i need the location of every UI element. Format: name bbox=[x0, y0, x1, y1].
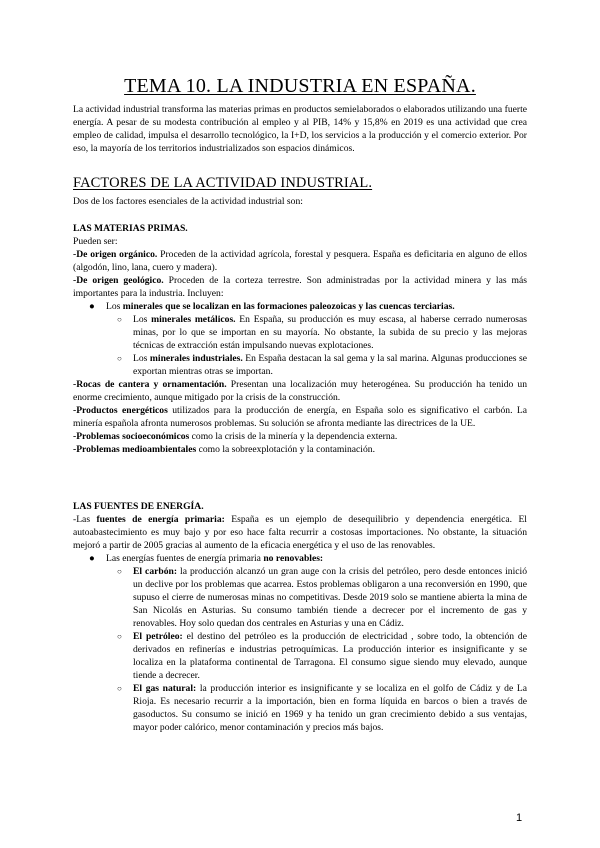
energia-primaria-label: fuentes de energía primaria: bbox=[96, 514, 225, 525]
materias-primas-section bbox=[73, 222, 527, 456]
page-title: TEMA 10. LA INDUSTRIA EN ESPAÑA. bbox=[124, 75, 476, 97]
bullet-icon: ● bbox=[89, 301, 95, 312]
medioambientales-text: como la sobreexplotación y la contaminación. bbox=[196, 444, 375, 455]
list-item-bold: minerales metálicos. bbox=[151, 314, 236, 325]
medioambientales-paragraph bbox=[73, 443, 527, 456]
list-item-prefix: Los bbox=[133, 353, 150, 364]
pueden-ser-text: Pueden ser: bbox=[73, 236, 118, 247]
rocas-text: Presentan una localización muy heterogénea. Su producción ha tenido un enorme crecimiento, aunque mitigado por la crisis de la construcción. bbox=[73, 379, 527, 403]
list-item-bold: no renovables: bbox=[263, 553, 324, 564]
list-item bbox=[73, 352, 527, 378]
fuentes-energia-section bbox=[73, 500, 527, 734]
intro-paragraph: La actividad industrial transforma las materias primas en productos semielaborados o elaborados utilizando una fuerte energía. A pesar de su modesta contribución al empleo y al PIB, 14% y 15,8% en 2019 es una actividad que crea empleo de calidad, impulsa el desarrollo tecnológico, la I+D, los servicios a la producción y el comercio exterior. Por eso, la mayoría de los territorios industrializados son espacios dinámicos. bbox=[73, 104, 527, 154]
socioeconomicos-text: como la crisis de la minería y la dependencia externa. bbox=[189, 431, 398, 442]
origen-geologico-label: -De origen geológico. bbox=[73, 275, 164, 286]
list-item-prefix: Las energías fuentes de energía primaria bbox=[106, 553, 264, 564]
bullet-icon: ● bbox=[89, 553, 95, 564]
section-lead: Dos de los factores esenciales de la actividad industrial son: bbox=[73, 196, 303, 207]
rocas-paragraph bbox=[73, 378, 527, 404]
socioeconomicos-label: -Problemas socioeconómicos bbox=[73, 431, 190, 442]
circle-bullet-icon: ○ bbox=[117, 315, 122, 324]
origen-organico-text: Proceden de la actividad agrícola, forestal y pesquera. España es deficitaria en alguno de ellos (algodón, lino, lana, cuero y madera). bbox=[73, 249, 527, 273]
no-renovables-list bbox=[73, 552, 527, 734]
page-number: 1 bbox=[516, 812, 523, 824]
energeticos-text: utilizados para la producción de energía, en España solo es significativo el carbón. La minería española afronta numerosos problemas. Su solución se afronta mediante las directrices de la UE. bbox=[73, 405, 527, 429]
list-item bbox=[73, 565, 527, 630]
energia-primaria-text: España es un ejemplo de desequilibrio y dependencia energética. El autoabastecimiento es muy bajo y por eso hace falta recurrir a costosas importaciones. No obstante, la situación mejoró a partir de 2005 gracias al aumento de la eficacia energética y el uso de las renovables. bbox=[73, 514, 527, 551]
list-item-text: En España destacan la sal gema y la sal marina. Algunas producciones se exportan mientras otras se importan. bbox=[133, 353, 527, 377]
list-item bbox=[73, 682, 527, 734]
medioambientales-label: -Problemas medioambientales bbox=[73, 444, 197, 455]
energia-primaria-prefix: -Las bbox=[73, 514, 97, 525]
origen-geologico-paragraph bbox=[73, 274, 527, 300]
list-item-text: la producción alcanzó un gran auge con la crisis del petróleo, pero desde entonces inició un declive por los problemas que acarrea. Estos problemas obligaron a una reconversión en 1990, que supuso el cierre de numerosas minas no competitivas. Desde 2019 solo se mantiene abierta la mina de San Nicolás en Asturias. Su consumo también tiende a decrecer por el incremento de gas y renovables. Hoy solo quedan dos centrales en Asturias y una en Cádiz. bbox=[133, 566, 527, 629]
list-item-text: la producción interior es insignificante y se localiza en el golfo de Cádiz y de La Rioja. Es necesario recurrir a la importación, bien en forma líquida en barcos o bien a través de gasoductos. Su consumo se inició en 1969 y ha tenido un gran crecimiento debido a sus ventajas, mayor poder calórico, menor contaminación y precios más bajos. bbox=[133, 683, 527, 733]
energeticos-paragraph bbox=[73, 404, 527, 430]
origen-organico-paragraph bbox=[73, 248, 527, 274]
materias-heading: LAS MATERIAS PRIMAS. bbox=[73, 223, 188, 234]
circle-bullet-icon: ○ bbox=[117, 632, 122, 641]
section-heading-factores: FACTORES DE LA ACTIVIDAD INDUSTRIAL. bbox=[73, 175, 373, 191]
list-item bbox=[73, 300, 527, 313]
list-item-prefix: Los bbox=[106, 301, 123, 312]
energia-primaria-paragraph bbox=[73, 513, 527, 552]
rocas-label: -Rocas de cantera y ornamentación. bbox=[73, 379, 227, 390]
list-item-bold: El gas natural: bbox=[133, 683, 197, 694]
origen-organico-label: -De origen orgánico. bbox=[73, 249, 158, 260]
energeticos-label: -Productos energéticos bbox=[73, 405, 168, 416]
list-item-bold: minerales que se localizan en las formaciones paleozoicas y las cuencas terciarias. bbox=[122, 301, 455, 312]
list-item-bold: minerales industriales. bbox=[149, 353, 243, 364]
list-item bbox=[73, 630, 527, 682]
list-item-text: En España, su producción es muy escasa, al haberse cerrado numerosas minas, por lo que se importan en su mayoría. No obstante, la subida de su precio y las mejoras técnicas de extracción están impulsando nuevas explotaciones. bbox=[133, 314, 527, 351]
list-item-text: el destino del petróleo es la producción de electricidad , sobre todo, la obtención de derivados en refinerías e industrias petroquímicas. La producción interior es insignificante y se localiza en la plataforma continental de Tarragona. El consumo sigue siendo muy elevado, aunque tiende a decrecer. bbox=[133, 631, 527, 681]
origen-geologico-text: Proceden de la corteza terrestre. Son administradas por la actividad minera y las más importantes para la industria. Incluyen: bbox=[73, 275, 527, 299]
circle-bullet-icon: ○ bbox=[117, 567, 122, 576]
socioeconomicos-paragraph bbox=[73, 430, 527, 443]
fuentes-heading: LAS FUENTES DE ENERGÍA. bbox=[73, 501, 204, 512]
list-item bbox=[73, 552, 527, 565]
minerales-list bbox=[73, 300, 527, 378]
list-item-bold: El petróleo: bbox=[133, 631, 183, 642]
list-item-prefix: Los bbox=[133, 314, 152, 325]
circle-bullet-icon: ○ bbox=[117, 354, 122, 363]
list-item-bold: El carbón: bbox=[133, 566, 178, 577]
circle-bullet-icon: ○ bbox=[117, 684, 122, 693]
list-item bbox=[73, 313, 527, 352]
